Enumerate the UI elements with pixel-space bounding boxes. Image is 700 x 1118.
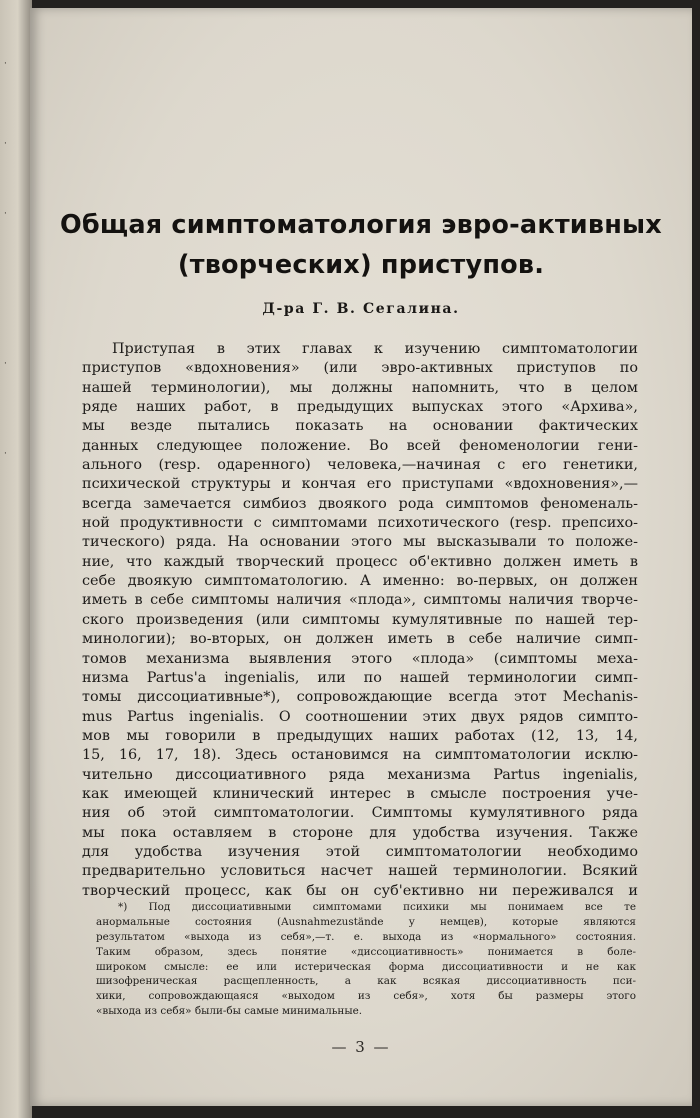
body-line: мов мы говорили в предыдущих наших работах (12, 13, 14, [82, 727, 638, 744]
body-line: всегда замечается симбиоз двоякого рода симптомов феноменаль- [82, 495, 638, 512]
footnote-line: «выхода из себя» были-бы самые минимальные. [96, 1005, 363, 1018]
footnote-line: *) Под диссоциативными симптомами психики мы понимаем все те [118, 901, 636, 913]
body-line: томы диссоциативные*), сопровождающие всегда этот Mechanis- [82, 689, 638, 706]
body-line: низма Partus'a ingenialis, или по нашей терминологии симп- [82, 669, 638, 686]
body-line: мы везде пытались показать на основании фактических [82, 418, 638, 435]
body-line: иметь в себе симптомы наличия «плода», симптомы наличия творче- [82, 592, 638, 609]
footnote-line: шизофреническая расщепленность, а как всякая диссоциативность пси- [96, 975, 636, 988]
body-line: ние, что каждый творческий процесс об'ективно должен иметь в [82, 553, 638, 570]
footnote-line: Таким образом, здесь понятие «диссоциативность» понимается в боле- [96, 945, 636, 958]
previous-page-edge: · · · · · [0, 0, 32, 1118]
footnote-line: результатом «выхода из себя»,—т. е. выхода из «нормального» состояния. [96, 930, 636, 943]
body-line: томов механизма выявления этого «плода» (симптомы меха- [82, 650, 638, 667]
body-line: Приступая в этих главах к изучению симптоматологии [112, 341, 638, 357]
body-line: как имеющей клинический интерес в смысле построения уче- [82, 785, 638, 802]
body-line: минологии); во-вторых, он должен иметь в себе наличие симп- [82, 631, 638, 648]
footnote-line: анормальные состояния (Ausnahmezustände у немцев), которые являются [96, 915, 636, 928]
body-line: ной продуктивности с симптомами психотического (resp. препсихо- [82, 515, 638, 532]
article-author: Д-ра Г. В. Сегалина. [262, 301, 460, 317]
body-line: мы пока оставляем в стороне для удобства изучения. Также [82, 824, 638, 841]
body-line: себе двоякую симптоматологию. А именно: во-первых, он должен [82, 573, 638, 590]
body-line: данных следующее положение. Во всей феноменологии гени- [82, 437, 638, 454]
body-line: для удобства изучения этой симптоматологии необходимо [82, 843, 638, 860]
body-line: mus Partus ingenialis. О соотношении этих двух рядов симпто- [82, 708, 638, 725]
body-line: ряде наших работ, в предыдущих выпусках этого «Архива», [82, 399, 638, 416]
article-title-line-1: Общая симптоматология эвро-активных [60, 210, 662, 240]
body-line: предварительно условиться насчет нашей терминологии. Всякий [82, 863, 638, 880]
body-line: 15, 16, 17, 18). Здесь остановимся на симптоматологии исклю- [82, 747, 638, 764]
page-number: — 3 — [331, 1038, 391, 1056]
body-line: нашей терминологии), мы должны напомнить, что в целом [82, 379, 638, 396]
body-line: чительно диссоциативного ряда механизма Partus ingenialis, [82, 766, 638, 783]
body-line: тического) ряда. На основании этого мы высказывали то положе- [82, 534, 638, 551]
body-text [82, 340, 638, 901]
footnote-line: хики, сопровождающаяся «выходом из себя», хотя бы размеры этого [96, 990, 636, 1003]
body-line: психической структуры и кончая его приступами «вдохновения»,— [82, 476, 638, 493]
body-line: ального (resp. одаренного) человека,—начиная с его генетики, [82, 457, 638, 474]
body-line: творческий процесс, как бы он суб'ективно ни переживался и [82, 882, 638, 899]
body-line: ния об этой симптоматологии. Симптомы кумулятивного ряда [82, 805, 638, 822]
body-line: приступов «вдохновения» (или эвро-активных приступов по [82, 360, 638, 377]
article-title-line-2: (творческих) приступов. [177, 250, 545, 280]
book-page [30, 8, 692, 1106]
body-line: ского произведения (или симптомы кумулятивные по нашей тер- [82, 611, 638, 628]
footnote-line: широком смысле: ее или истерическая форма диссоциативности и не как [96, 960, 636, 973]
footnote [96, 900, 636, 1019]
